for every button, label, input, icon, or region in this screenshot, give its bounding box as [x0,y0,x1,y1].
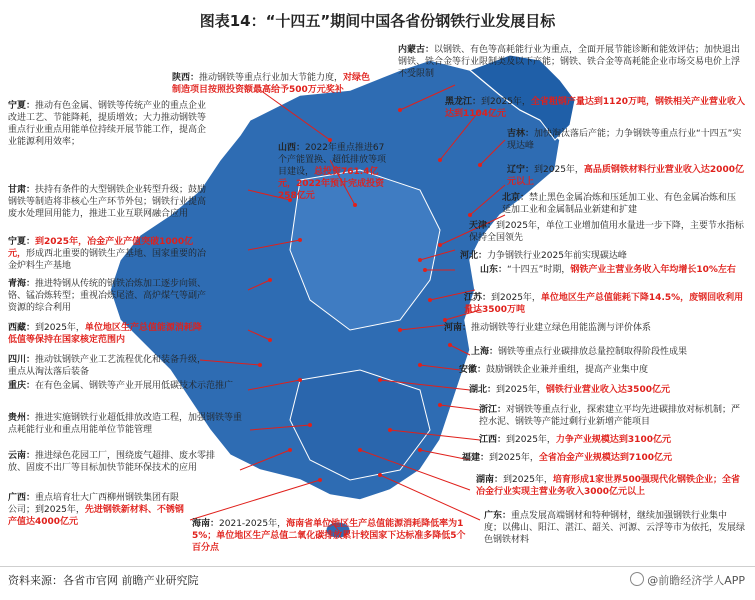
province-label: 河南： [444,323,472,333]
province-label: 安徽： [459,365,487,375]
brand-label: @前瞻经济学人APP [647,574,745,587]
entry-sichuan [8,354,208,378]
highlight-text: 总投资761.4亿元，2022年预计完成投资258亿元 [278,167,385,201]
body-text: 推动钛钢铁产业工艺流程优化和装备升级，重点从淘汰落后装备 [8,355,207,377]
entry-guangdong [484,510,745,546]
leader-dot [358,448,362,452]
province-label: 北京： [502,193,530,203]
leader-dot [298,238,302,242]
province-label: 福建： [462,453,490,463]
entry-henan [444,322,745,334]
province-label: 湖南： [476,475,504,485]
province-label: 黑龙江： [445,97,482,107]
entry-fujian [462,452,745,464]
province-label: 广东： [484,511,512,521]
body-text: 到2025年， [534,165,584,175]
highlight-text: 海南省单位地区生产总值能源消耗降低率为15%；单位地区生产总值二氧化碳排放累计较国家下达标准多降低5个百分点 [192,519,466,553]
highlight-text: 全省冶金产业规模达到7100亿元 [538,453,672,463]
province-label: 河北： [460,251,488,261]
leader-dot [418,363,422,367]
province-label: 宁夏： [8,237,36,247]
province-label: 重庆： [8,381,36,391]
leader-dot [288,448,292,452]
body-text: 到2025年， [503,475,553,485]
province-label: 江苏： [464,293,492,303]
highlight-text: 高品质钢铁材料行业营业收入达2000亿元以上 [507,165,744,187]
highlight-text: 先进钢铁新材料、不锈钢产值达4000亿元 [8,505,184,527]
body-text: 推进特钢从传统的钢铁冶炼加工逐步向锁、铬、锰冶炼转型；重视冶炼尾渣、高炉煤气等副产资源的综合利用 [8,279,207,313]
province-label: 山东： [480,265,508,275]
entry-shanxi [278,142,390,202]
body-text: 重点培育壮大广西柳州钢铁集团有限公司；到2025年， [8,493,180,515]
page-title: 图表14：“十四五”期间中国各省份钢铁行业发展目标 [199,12,556,30]
province-label: 广西： [8,493,36,503]
entry-xizang [8,322,208,346]
leader-dot [468,213,472,217]
leader-dot [258,363,262,367]
province-label: 陕西： [172,73,200,83]
leader-dot [378,473,382,477]
brand-logo-icon [630,572,644,586]
leader-dot [308,423,312,427]
entry-anhui [459,364,745,376]
entry-gansu [8,184,208,220]
body-text: 以钢铁、有色等高耗能行业为重点，全面开展节能诊断和能效评估；加快退出钢铁、铁合金等行业限制类及以下产能；钢铁、铁合金等高耗能企业市场交易电价上浮不受限制 [398,45,741,79]
entry-jilin [507,128,745,152]
body-text: 到2025年， [506,435,556,445]
body-text: 重点发展高端钢材和特种钢材，继续加强钢铁行业集中度；以佛山、阳江、湛江、韶关、河源、云浮等市为依托，发展绿色钢铁材料 [484,511,746,545]
entry-qinghai [8,278,208,314]
highlight-text: 单位地区生产总值能源消耗降低值等保持在国家核定范围内 [8,323,202,345]
body-text: 禁止黑色金属冶炼和压延加工业、有色金属冶炼和压延加工业和金属制品业新建和扩建 [502,193,737,215]
body-text: 形成西北重要的钢铁生产基地、国家重要的冶金炉料生产基地 [8,249,207,271]
highlight-text: 单位地区生产总值能耗下降14.5%，废钢回收利用量达3500万吨 [464,293,744,315]
leader-dot [438,243,442,247]
leader-dot [438,403,442,407]
province-label: 天津： [469,221,497,231]
highlight-text: 到2025年，冶金产业产值突破1000亿元， [8,237,194,259]
province-label: 上海： [471,347,499,357]
province-label: 湖北： [469,385,497,395]
body-text: 到2025年， [491,293,541,303]
entry-shanghai [471,346,745,358]
body-text: 钢铁等重点行业碳排放总量控制取得阶段性成果 [498,347,688,357]
leader-dot [428,298,432,302]
entry-shaanxi [172,72,372,96]
body-text: 到2025年， [35,323,85,333]
entry-hebei [460,250,745,262]
highlight-text: 钢铁行业营业收入达3500亿元 [545,385,670,395]
highlight-text: 力争产业规模达到3100亿元 [555,435,671,445]
body-text: 在有色金属、钢铁等产业开展用低碳技术示范推广 [35,381,234,391]
body-text: 加快淘汰落后产能；力争钢铁等重点行业“十四五”实现达峰 [507,129,742,151]
province-label: 海南： [192,519,220,529]
entry-jiangxi [479,434,745,446]
body-text: 2021-2025年， [219,519,287,529]
province-label: 云南： [8,451,36,461]
entry-ningxia2 [8,236,208,272]
province-label: 西藏： [8,323,36,333]
highlight-text: 全省粗钢产量达到1120万吨，钢铁相关产业营业收入达到1104亿元 [445,97,745,119]
leader-line [380,475,480,520]
body-text: 对钢铁等重点行业，探索建立平均先进碳排放对标机制；严控水泥、钢铁等产能过剩行业新增产能项目 [479,405,741,427]
entry-hunan [476,474,745,498]
source-note: 资料来源：各省市官网 前瞻产业研究院 [8,574,199,587]
entry-zhejiang [479,404,745,428]
province-label: 内蒙古： [398,45,435,55]
entry-ningxia [8,100,208,148]
province-label: 吉林： [507,129,535,139]
leader-dot [268,338,272,342]
province-label: 江西： [479,435,507,445]
entry-tianjin [469,220,745,244]
entry-hubei [469,384,745,396]
leader-dot [398,108,402,112]
entry-chongqing [8,380,248,392]
body-text: 鼓励钢铁企业兼并重组，提高产业集中度 [486,365,649,375]
leader-dot [398,328,402,332]
leader-dot [418,448,422,452]
body-text: 到2025年，单位工业增加值用水量进一步下降，主要节水指标保持全国领先 [469,221,744,243]
body-text: 推动有色金属、钢铁等传统产业的重点企业改进工艺、节能降耗，提质增效；大力推动钢铁等重点行业重点用能单位持续开展节能工作，提高企业能源利用效率； [8,101,207,147]
footer-divider [0,566,755,567]
leader-dot [268,278,272,282]
body-text: 扶持有条件的大型钢铁企业转型升级；鼓励钢铁等制造将非核心生产环节外包；钢铁行业提高废水处理回用能力，推进工业互联网融合应用 [8,185,207,219]
body-text: 推进绿色花园工厂，围绕废气超排、废水零排放、固废不出厂等目标加快节能环保技术的应用 [8,451,216,473]
entry-beijing [502,192,745,216]
province-label: 山西： [278,143,306,153]
province-label: 青海： [8,279,36,289]
leader-dot [418,258,422,262]
highlight-text: 培育形成1家世界500强现代化钢铁企业；全省冶金行业实现主营业务收入3000亿元以上 [476,475,740,497]
province-label: 宁夏： [8,101,36,111]
leader-dot [298,378,302,382]
entry-liaoning [507,164,745,188]
body-text: 2022年重点推进67个产能置换、超低排放等项目建设， [278,143,387,177]
body-text: 到2025年， [496,385,546,395]
brand-tag [630,572,745,588]
province-label: 四川： [8,355,36,365]
leader-dot [448,343,452,347]
entry-jiangsu [464,292,745,316]
highlight-text: 对绿色制造项目按照投资额最高给予500万元奖补 [172,73,371,95]
entry-neimenggu [398,44,743,80]
body-text: 推动钢铁等重点行业加大节能力度， [199,73,344,83]
leader-dot [318,478,322,482]
province-label: 贵州： [8,413,36,423]
entry-heilongjiang [445,96,745,120]
body-text: “十四五”时期， [507,265,571,275]
leader-dot [353,203,357,207]
entry-yunnan [8,450,233,474]
highlight-text: 钢铁产业主营业务收入年均增长10%左右 [570,265,736,275]
leader-line [190,480,320,520]
body-text: 力争钢铁行业2025年前实现碳达峰 [487,251,627,261]
leader-dot [478,163,482,167]
body-text: 到2025年， [481,97,531,107]
entry-shandong [480,264,745,276]
entry-guangxi [8,492,188,528]
leader-dot [388,428,392,432]
leader-dot [423,268,427,272]
leader-dot [438,158,442,162]
body-text: 推动钢铁等行业建立绿色用能监测与评价体系 [471,323,652,333]
province-label: 辽宁： [507,165,535,175]
province-label: 浙江： [479,405,507,415]
body-text: 推进实施钢铁行业超低排放改造工程，加强钢铁等重点耗能行业和重点用能单位节能管理 [8,413,243,435]
leader-dot [378,378,382,382]
entry-guizhou [8,412,248,436]
entry-hainan [192,518,472,554]
province-label: 甘肃： [8,185,36,195]
body-text: 到2025年， [489,453,539,463]
